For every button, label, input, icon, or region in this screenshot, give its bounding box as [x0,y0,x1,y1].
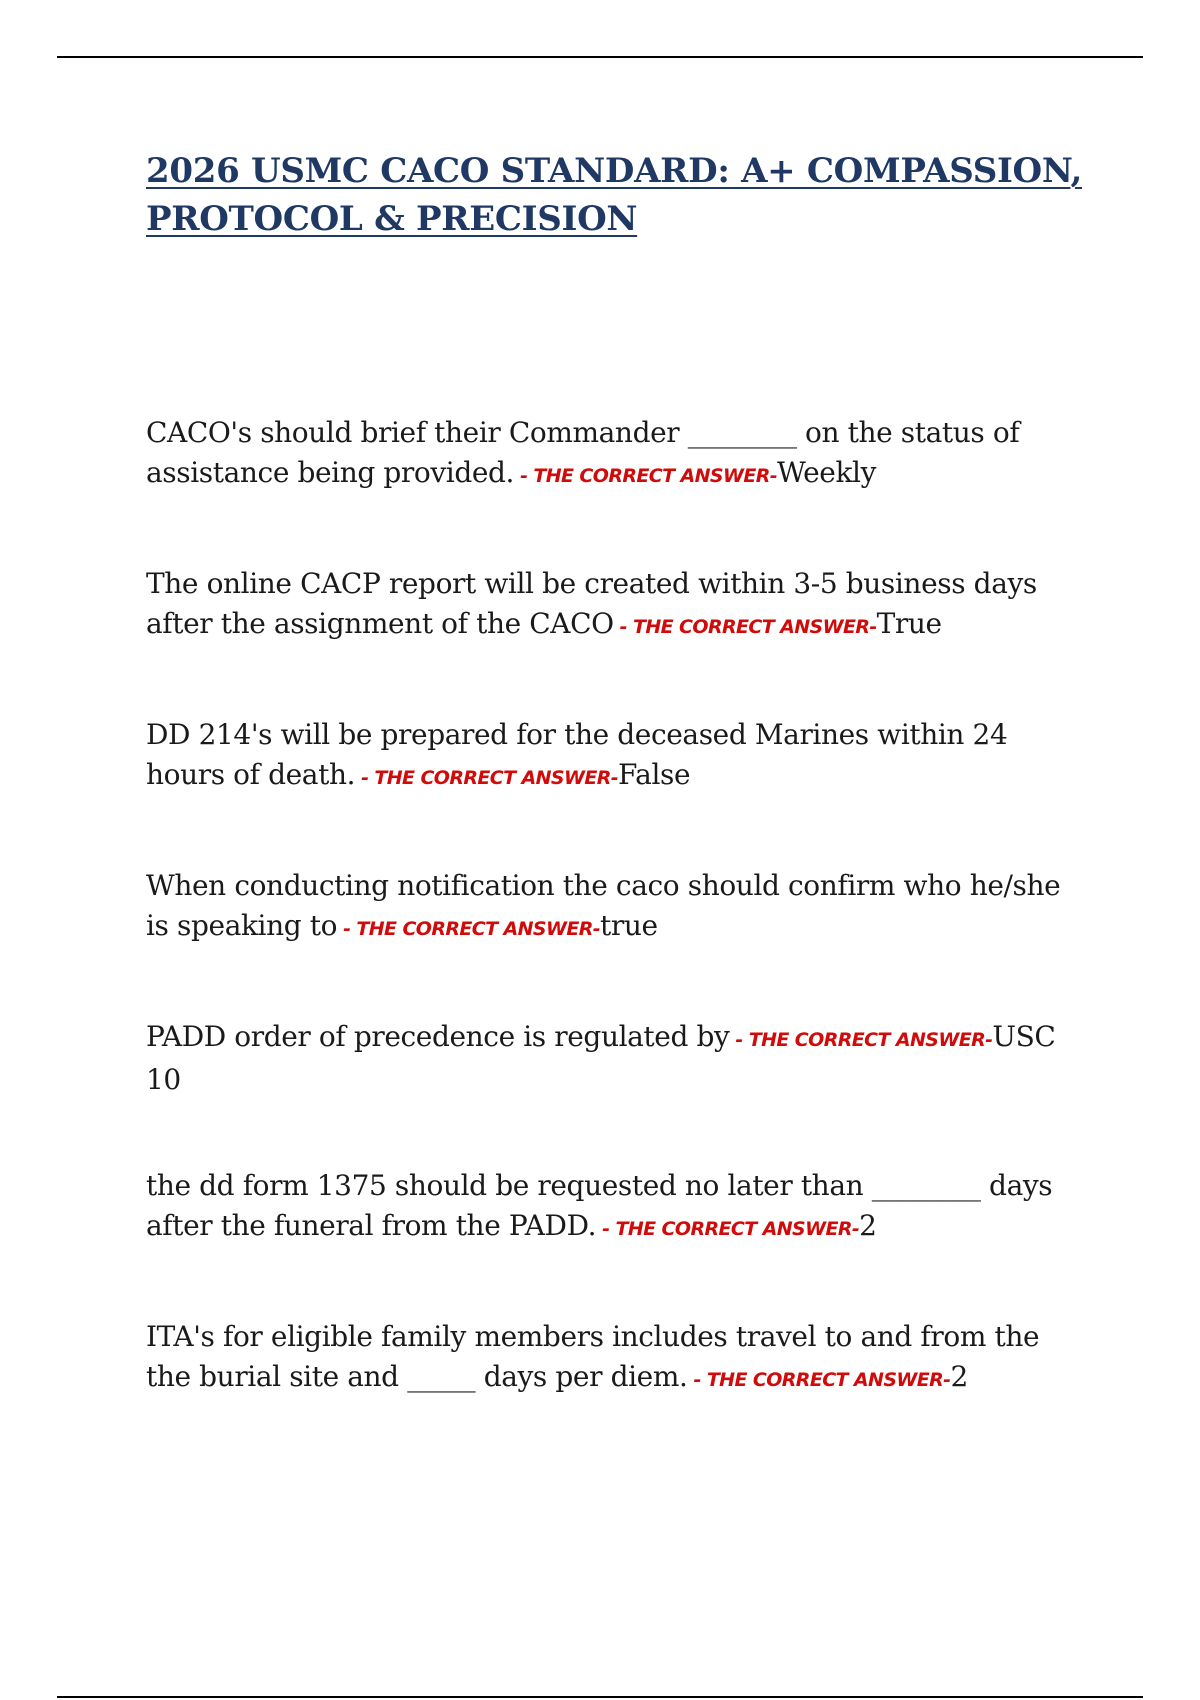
top-divider [57,56,1143,58]
qa-item-1 [146,413,1066,496]
answer-label: - THE CORRECT ANSWER- [729,1029,993,1051]
qa-item-5 [146,1017,1066,1100]
answer-text: 2 [950,1360,968,1393]
answer-label: - THE CORRECT ANSWER- [596,1218,860,1240]
answer-text: True [876,607,942,640]
answer-text: 2 [859,1209,877,1242]
answer-label: - THE CORRECT ANSWER- [687,1369,951,1391]
question-text: DD 214's will be prepared for the deceased Marines within 24 hours of death. [146,718,1008,791]
answer-text: true [600,909,658,942]
question-text: The online CACP report will be created within 3-5 business days after the assignment of the CACO [146,567,1037,640]
qa-item-3 [146,715,1066,798]
question-text: CACO's should brief their Commander ________ on the status of assistance being provided. [146,416,1020,489]
question-text: When conducting notification the caco should confirm who he/she is speaking to [146,869,1061,942]
question-text: ITA's for eligible family members includes travel to and from the the burial site and _____ days per diem. [146,1320,1040,1393]
qa-item-4 [146,866,1066,949]
qa-item-7 [146,1317,1066,1400]
answer-text: Weekly [777,456,877,489]
question-text: the dd form 1375 should be requested no later than ________ days after the funeral from the PADD. [146,1169,1053,1242]
answer-text: USC 10 [146,1020,1056,1096]
answer-label: - THE CORRECT ANSWER- [337,918,601,940]
bottom-divider [57,1696,1143,1698]
answer-label: - THE CORRECT ANSWER- [355,767,619,789]
answer-label: - THE CORRECT ANSWER- [613,616,877,638]
qa-item-2 [146,564,1066,647]
document-title: 2026 USMC CACO STANDARD: A+ COMPASSION, PROTOCOL & PRECISION [146,151,1083,239]
answer-text: False [618,758,691,791]
answer-label: - THE CORRECT ANSWER- [514,465,778,487]
qa-item-6 [146,1166,1066,1249]
question-text: PADD order of precedence is regulated by [146,1020,730,1053]
